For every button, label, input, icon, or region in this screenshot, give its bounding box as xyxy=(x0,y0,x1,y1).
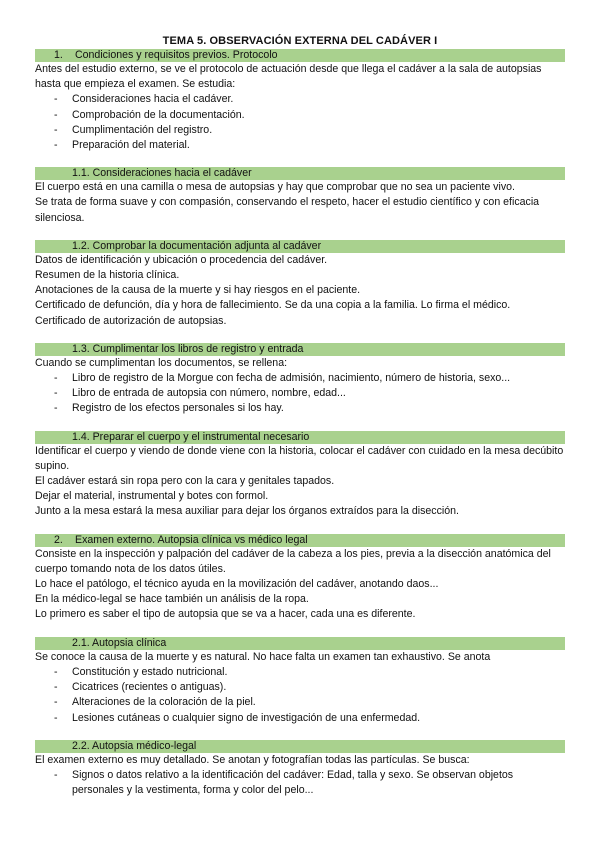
paragraph: Lo primero es saber el tipo de autopsia que se va a hacer, cada una es diferente. xyxy=(35,608,416,621)
paragraph: Identificar el cuerpo y viendo de donde viene con la historia, colocar el cadáver con cuidado en la mesa decúbito supino. xyxy=(35,444,564,472)
paragraph: Cuando se cumplimentan los documentos, se rellena: xyxy=(35,356,288,369)
list-item: - Lesiones cutáneas o cualquier signo de investigación de una enfermedad. xyxy=(35,711,565,726)
paragraph: Junto a la mesa estará la mesa auxiliar para dejar los órganos extraídos para la disección. xyxy=(35,505,459,518)
paragraph: Certificado de defunción, día y hora de fallecimiento. Se da una copia a la familia. Lo firma el médico. xyxy=(35,299,511,312)
subsection-heading-1-2: 1.2. Comprobar la documentación adjunta al cadáver xyxy=(35,240,565,253)
section-heading-text: Examen externo. Autopsia clínica vs médico legal xyxy=(75,533,308,546)
paragraph: Lo hace el patólogo, el técnico ayuda en la movilización del cadáver, anotando daos... xyxy=(35,578,439,591)
list-item: - Cumplimentación del registro. xyxy=(35,123,565,138)
bullet-list xyxy=(35,768,565,798)
subsection-heading-1-1: 1.1. Consideraciones hacia el cadáver xyxy=(35,167,565,180)
list-item: - Libro de entrada de autopsia con número, nombre, edad... xyxy=(35,386,565,401)
paragraph: El cuerpo está en una camilla o mesa de autopsias y hay que comprobar que no sea un paciente vivo. xyxy=(35,181,515,194)
section-number: 1. xyxy=(54,49,63,61)
list-item: - Libro de registro de la Morgue con fecha de admisión, nacimiento, número de historia, sexo... xyxy=(35,371,565,386)
document-title: TEMA 5. OBSERVACIÓN EXTERNA DEL CADÁVER I xyxy=(162,35,438,47)
section-number: 2. xyxy=(54,533,63,546)
paragraph: El cadáver estará sin ropa pero con la cara y genitales tapados. xyxy=(35,475,335,488)
paragraph: El examen externo es muy detallado. Se anotan y fotografían todas las partículas. Se busca: xyxy=(35,753,470,766)
bullet-list xyxy=(35,92,565,153)
section-heading-1 xyxy=(35,49,565,62)
document-page xyxy=(35,34,565,798)
list-item: - Preparación del material. xyxy=(35,138,565,153)
list-item: - Consideraciones hacia el cadáver. xyxy=(35,92,565,107)
bullet-list xyxy=(35,371,565,417)
paragraph: En la médico-legal se hace también un análisis de la ropa. xyxy=(35,593,309,606)
list-item: - Registro de los efectos personales si los hay. xyxy=(35,401,565,416)
list-item: - Signos o datos relativo a la identificación del cadáver: Edad, talla y sexo. Se observan objetos personales y la vestimenta, forma y color del pelo... xyxy=(35,768,565,798)
paragraph: Anotaciones de la causa de la muerte y si hay riesgos en el paciente. xyxy=(35,284,361,297)
subsection-heading-1-4: 1.4. Preparar el cuerpo y el instrumental necesario xyxy=(35,431,565,444)
list-item: - Cicatrices (recientes o antiguas). xyxy=(35,680,565,695)
paragraph: Certificado de autorización de autopsias. xyxy=(35,314,227,327)
list-item: - Alteraciones de la coloración de la piel. xyxy=(35,695,565,710)
section-heading-text: Condiciones y requisitos previos. Protocolo xyxy=(75,49,278,61)
paragraph: Consiste en la inspección y palpación del cadáver de la cabeza a los pies, previa a la disección anatómica del cuerpo tomando nota de los datos útiles. xyxy=(35,547,551,575)
paragraph: Resumen de la historia clínica. xyxy=(35,269,180,282)
subsection-heading-2-1: 2.1. Autopsia clínica xyxy=(35,637,565,650)
subsection-heading-1-3: 1.3. Cumplimentar los libros de registro y entrada xyxy=(35,343,565,356)
paragraph: Se conoce la causa de la muerte y es natural. No hace falta un examen tan exhaustivo. Se anota xyxy=(35,650,491,663)
paragraph: Antes del estudio externo, se ve el protocolo de actuación desde que llega el cadáver a la sala de autopsias hasta que empieza el examen. Se estudia: xyxy=(35,63,542,91)
subsection-heading-2-2: 2.2. Autopsia médico-legal xyxy=(35,740,565,753)
section-heading-2 xyxy=(35,534,565,547)
list-item: - Comprobación de la documentación. xyxy=(35,108,565,123)
paragraph: Dejar el material, instrumental y botes con formol. xyxy=(35,490,269,503)
bullet-list xyxy=(35,665,565,726)
paragraph: Datos de identificación y ubicación o procedencia del cadáver. xyxy=(35,253,328,266)
paragraph: Se trata de forma suave y con compasión, conservando el respeto, hacer el estudio científico y con eficacia silenciosa. xyxy=(35,196,540,224)
list-item: - Constitución y estado nutricional. xyxy=(35,665,565,680)
